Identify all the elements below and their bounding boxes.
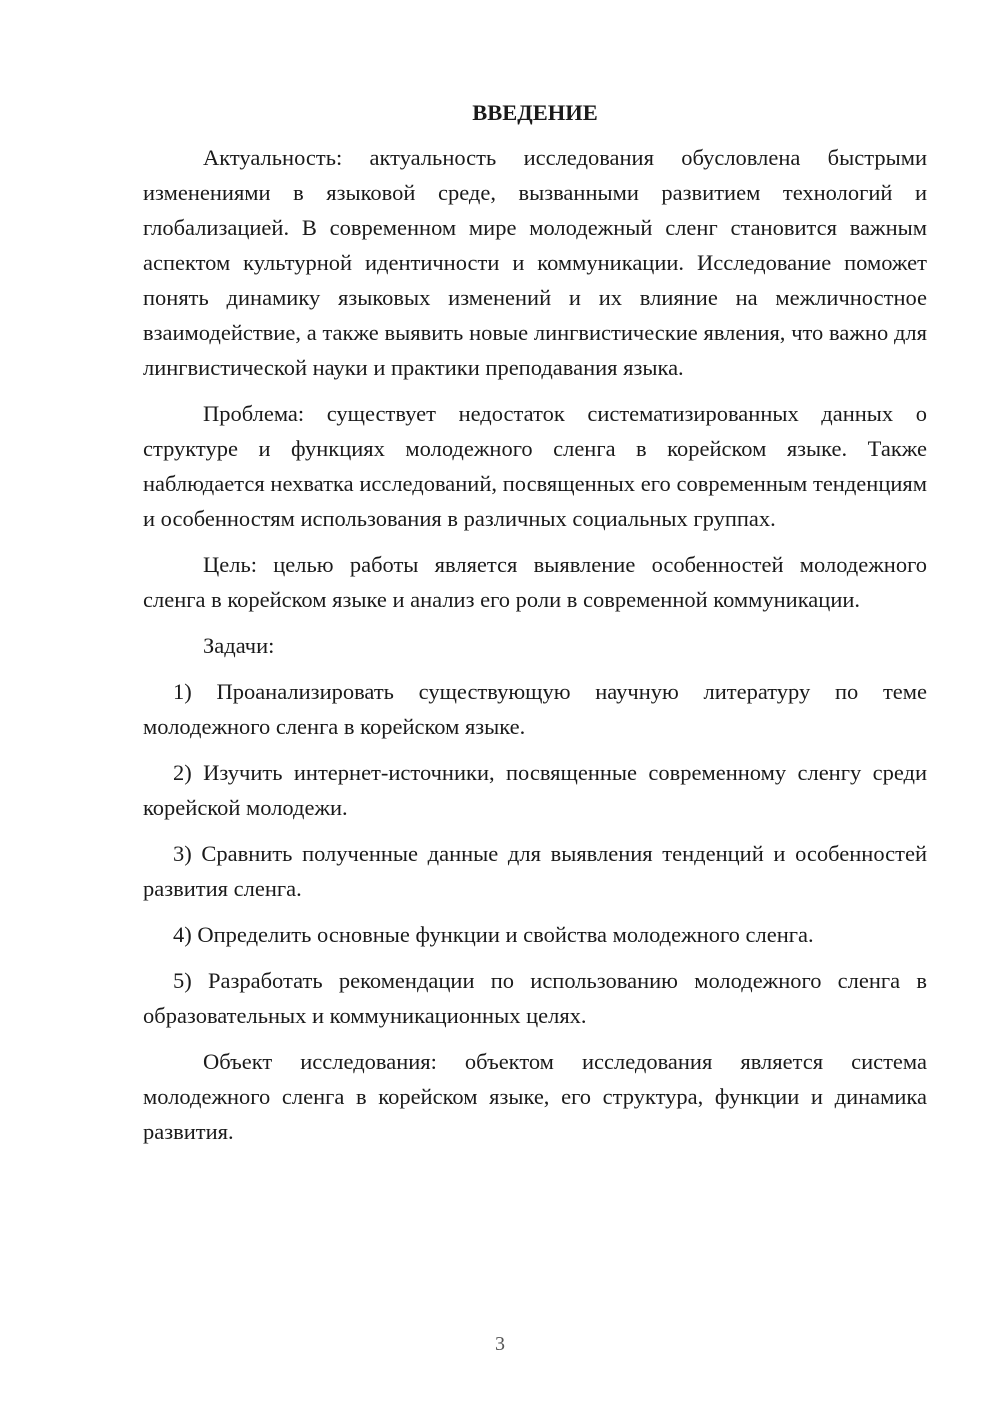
task-item-5: 5) Разработать рекомендации по использованию молодежного сленга в образовательных и коммуникационных целях. — [143, 968, 927, 1028]
task-item-4: 4) Определить основные функции и свойства молодежного сленга. — [173, 922, 814, 947]
task-item-3: 3) Сравнить полученные данные для выявления тенденций и особенностей развития сленга. — [143, 841, 927, 901]
page-number: 3 — [495, 1333, 505, 1355]
relevance-paragraph: Актуальность: актуальность исследования обусловлена быстрыми изменениями в языковой среде, вызванными развитием технологий и глобализацией. В современном мире молодежный сленг становится важным аспектом культурной идентичности и коммуникации. Исследование поможет понять динамику языковых изменений и их влияние на межличностное взаимодействие, а также выявить новые лингвистические явления, что важно для лингвистической науки и практики преподавания языка. — [143, 145, 927, 380]
task-item-1: 1) Проанализировать существующую научную литературу по теме молодежного сленга в корейском языке. — [143, 679, 927, 739]
goal-paragraph: Цель: целью работы является выявление особенностей молодежного сленга в корейском языке и анализ его роли в современной коммуникации. — [143, 552, 927, 612]
document-page — [143, 95, 927, 1160]
problem-paragraph: Проблема: существует недостаток систематизированных данных о структуре и функциях молодежного сленга в корейском языке. Также наблюдается нехватка исследований, посвященных его современным тенденциям и особенностям использования в различных социальных группах. — [143, 401, 927, 531]
object-paragraph: Объект исследования: объектом исследования является система молодежного сленга в корейском языке, его структура, функции и динамика развития. — [143, 1049, 927, 1144]
tasks-heading: Задачи: — [203, 633, 275, 658]
task-item-2: 2) Изучить интернет-источники, посвященные современному сленгу среди корейской молодежи. — [143, 760, 927, 820]
page-title: ВВЕДЕНИЕ — [472, 100, 598, 125]
